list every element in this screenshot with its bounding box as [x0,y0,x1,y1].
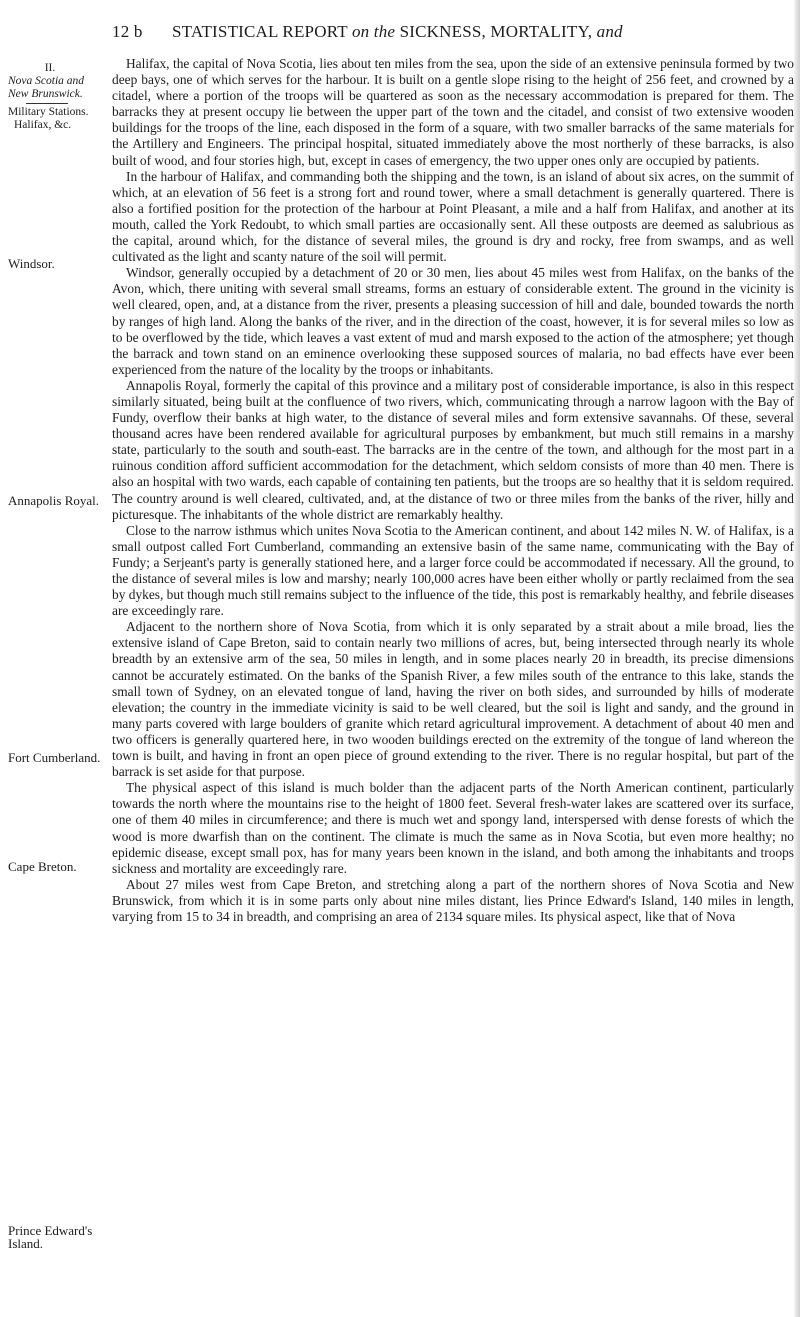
margin-cumberland: Fort Cumberland. [8,750,101,765]
paragraph-annapolis: Annapolis Royal, formerly the capital of this province and a military post of considerable importance, is also in this respect similarly situated, being built at the confluence of two rivers, which, communicating through a narrow lagoon with the Bay of Fundy, overflow their banks at high water, to the distance of several miles and form extensive savannahs. Of these, several thousand acres have been rendered available for agricultural purposes by embankment, but much still remains in a marshy state, particularly to the south and south-east. The barracks are in the centre of the town, and although for the most part in a ruinous condition afford sufficient accommodation for the detachment, which seldom consists of more than 40 men. There is also an hospital with two wards, each capable of containing ten patients, but the troops are so healthy that it is seldom required. The country around is well cleared, cultivated, and, at the distance of two or three miles from the banks of the river, hilly and picturesque. The inhabitants of the whole district are remarkably healthy. [112,377,794,522]
body-text [112,56,794,925]
report-title: STATISTICAL REPORT on the SICKNESS, MORTALITY, and [172,22,623,41]
margin-rule [26,103,68,104]
margin-cape-breton: Cape Breton. [8,859,77,874]
margin-notes [0,0,110,1317]
margin-section-heading: II. Nova Scotia and New Brunswick. Military Stations. Halifax, &c. [8,62,89,131]
paragraph-physical-aspect: The physical aspect of this island is much bolder than the adjacent parts of the North American continent, particularly towards the north where the mountains rise to the height of 1800 feet. Several fresh-water lakes are scattered over its surface, one of them 40 miles in circumference; and there is much wet and spongy land, interspersed with dense forests of which the wood is more dwarfish than on the continent. The climate is much the same as in Nova Scotia, but even more healthy; no epidemic disease, except small pox, has for many years been known in the island, and both among the inhabitants and troops sickness and mortality are exceedingly rare. [112,780,794,876]
margin-prince-edward-island: Prince Edward's Island. [8,1223,93,1251]
paragraph-cape-breton: Adjacent to the northern shore of Nova Scotia, from which it is only separated by a strait about a mile broad, lies the extensive island of Cape Breton, said to contain nearly two millions of acres, but, being intersected through nearly its whole breadth by an extensive arm of the sea, 50 miles in length, and in some places nearly 20 in breadth, its precise dimensions cannot be accurately estimated. On the banks of the Spanish River, a few miles south of the entrance to this lake, stands the small town of Sydney, on an elevated tongue of land, having the river on both sides, and surrounded by hills of moderate elevation; the country in the immediate vicinity is said to be well cleared, but the soil is light and sandy, and the ground in many parts covered with large boulders of granite which retard agricultural improvement. A detachment of about 40 men and two officers is generally quartered here, in two wooden buildings erected on the extremity of the tongue of land whereon the town is built, and having in front an open piece of ground extending to the river. There is no regular hospital, but part of the barrack is set aside for that purpose. [112,619,794,780]
paragraph-windsor: Windsor, generally occupied by a detachment of 20 or 30 men, lies about 45 miles west from Halifax, on the banks of the Avon, which, there uniting with several small streams, forms an estuary of considerable extent. The ground in the vicinity is well cleared, open, and, at a distance from the river, presents a pleasing succession of hill and dale, bounded towards the north by ranges of high land. Along the banks of the river, and in the direction of the coast, however, it is for several miles so low as to be overflowed by the tide, which leaves a vast extent of mud and marsh exposed to the action of the atmosphere; yet though the barrack and town stand on an eminence overlooking these supposed sources of malaria, no bad effects have ever been experienced from the nature of the locality by the troops or inhabitants. [112,265,794,377]
paragraph-cumberland: Close to the narrow isthmus which unites Nova Scotia to the American continent, and about 142 miles N. W. of Halifax, is a small outpost called Fort Cumberland, commanding an extensive basin of the same name, communicating with the Bay of Fundy; a Serjeant's party is generally stationed here, and a larger force could be accommodated if necessary. All the ground, to the distance of several miles is low and marshy; nearly 100,000 acres have been either wholly or partly reclaimed from the sea by dykes, but though much still remains subject to the influence of the tide, this post is remarkably healthy, and febrile diseases are exceedingly rare. [112,522,794,619]
paragraph-prince-edward-island: About 27 miles west from Cape Breton, and stretching along a part of the northern shores of Nova Scotia and New Brunswick, from which it is in some parts only about nine miles distant, lies Prince Edward's Island, 140 miles in length, varying from 15 to 34 in breadth, and comprising an area of 2134 square miles. Its physical aspect, like that of Nova [112,876,794,924]
page-edge-shadow [794,0,800,1317]
margin-annapolis: Annapolis Royal. [8,493,99,508]
paragraph-halifax: Halifax, the capital of Nova Scotia, lies about ten miles from the sea, upon the side of an extensive peninsula formed by two deep bays, one of which serves for the harbour. It is built on a gentle slope rising to the height of 256 feet, and crowned by a citadel, where a portion of the troops will be quartered as soon as the necessary accommodation is prepared for them. The barracks they at present occupy lie between the upper part of the town and the citadel, and consist of two extensive wooden buildings for the troops of the line, each disposed in the form of a square, with two smaller barracks of the same materials for the Artillery and Engineers. The principal hospital, situated immediately above the most northerly of these barracks, is also built of wood, and four stories high, but, except in cases of emergency, the two upper ones only are occupied by patients. [112,56,794,168]
margin-windsor: Windsor. [8,256,55,271]
page-number: 12 b [112,22,143,41]
running-header [112,22,800,44]
paragraph-harbour: In the harbour of Halifax, and commanding both the shipping and the town, is an island of about six acres, on the summit of which, at an elevation of 56 feet is a strong fort and round tower, where a small detachment is generally quartered. There is also a fortified position for the protection of the harbour at Point Pleasant, a mile and a half from Halifax, and another at its mouth, called the York Redoubt, to which small parties are occasionally sent. All these outposts are deemed as salubrious as the capital, around which, for the distance of several miles, the ground is dry and rocky, free from swamps, and as well cultivated as the light and scanty nature of the soil will permit. [112,168,794,265]
